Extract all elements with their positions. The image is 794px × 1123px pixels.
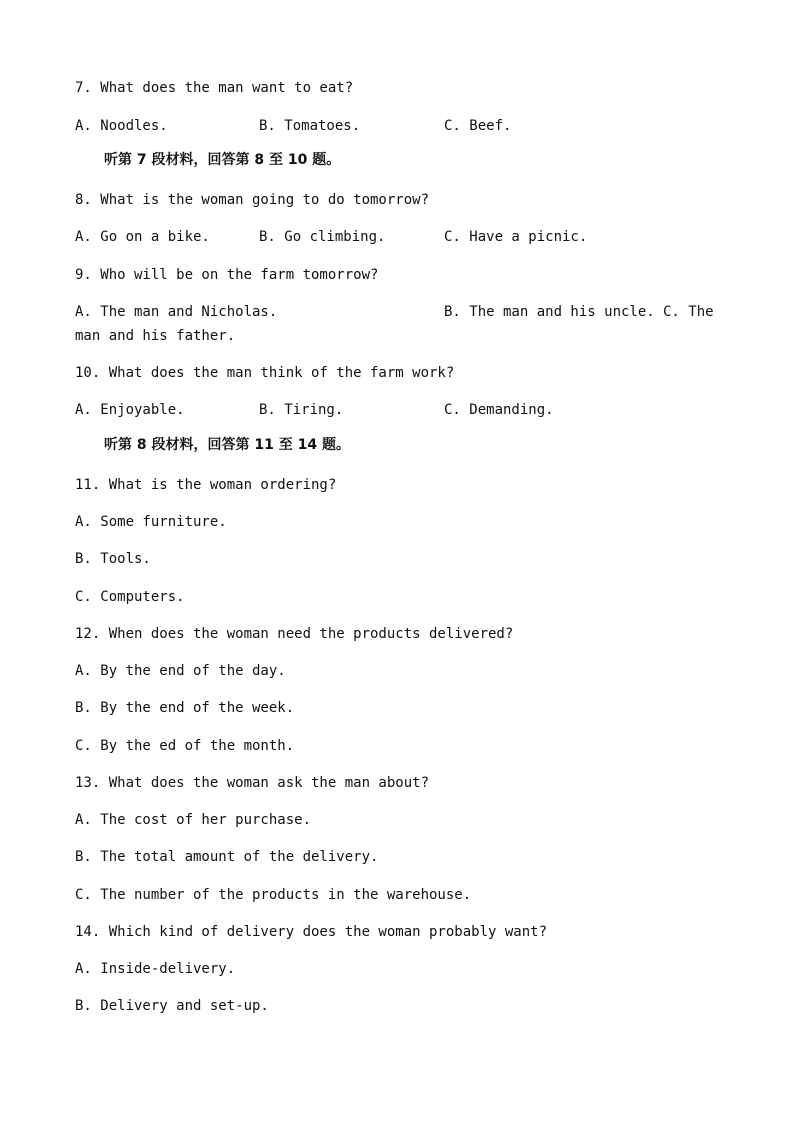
q13-option-b: B. The total amount of the delivery. xyxy=(75,849,379,865)
question-10: 10. What does the man think of the farm work? xyxy=(75,365,455,381)
question-14: 14. Which kind of delivery does the woman probably want? xyxy=(75,924,548,940)
q7-option-a: A. Noodles. xyxy=(75,118,168,134)
q13-option-a: A. The cost of her purchase. xyxy=(75,812,312,828)
q9-option-c-continued: man and his father. xyxy=(75,328,236,344)
q7-option-c: C. Beef. xyxy=(444,118,512,134)
q10-option-b: B. Tiring. xyxy=(259,402,344,418)
q11-option-a: A. Some furniture. xyxy=(75,514,227,530)
q12-option-a: A. By the end of the day. xyxy=(75,663,286,679)
q10-option-c: C. Demanding. xyxy=(444,402,554,418)
q11-option-c: C. Computers. xyxy=(75,589,185,605)
q8-option-b: B. Go climbing. xyxy=(259,229,386,245)
q8-option-a: A. Go on a bike. xyxy=(75,229,210,245)
q14-option-a: A. Inside-delivery. xyxy=(75,961,236,977)
q12-option-c: C. By the ed of the month. xyxy=(75,738,295,754)
q10-option-a: A. Enjoyable. xyxy=(75,402,185,418)
q13-option-c: C. The number of the products in the warehouse. xyxy=(75,887,472,903)
question-8: 8. What is the woman going to do tomorrow? xyxy=(75,192,430,208)
q9-option-a: A. The man and Nicholas. xyxy=(75,304,278,320)
q8-option-c: C. Have a picnic. xyxy=(444,229,588,245)
q7-option-b: B. Tomatoes. xyxy=(259,118,361,134)
q9-option-c: C. The xyxy=(663,304,714,320)
section-7-heading: 听第 7 段材料，回答第 8 至 10 题。 xyxy=(104,152,341,168)
question-13: 13. What does the woman ask the man about? xyxy=(75,775,430,791)
question-12: 12. When does the woman need the products delivered? xyxy=(75,626,514,642)
question-11: 11. What is the woman ordering? xyxy=(75,477,337,493)
question-7: 7. What does the man want to eat? xyxy=(75,80,354,96)
question-9: 9. Who will be on the farm tomorrow? xyxy=(75,267,379,283)
q9-option-b: B. The man and his uncle. xyxy=(444,304,655,320)
q12-option-b: B. By the end of the week. xyxy=(75,700,295,716)
q14-option-b: B. Delivery and set-up. xyxy=(75,998,269,1014)
q11-option-b: B. Tools. xyxy=(75,551,151,567)
section-8-heading: 听第 8 段材料，回答第 11 至 14 题。 xyxy=(104,437,350,453)
